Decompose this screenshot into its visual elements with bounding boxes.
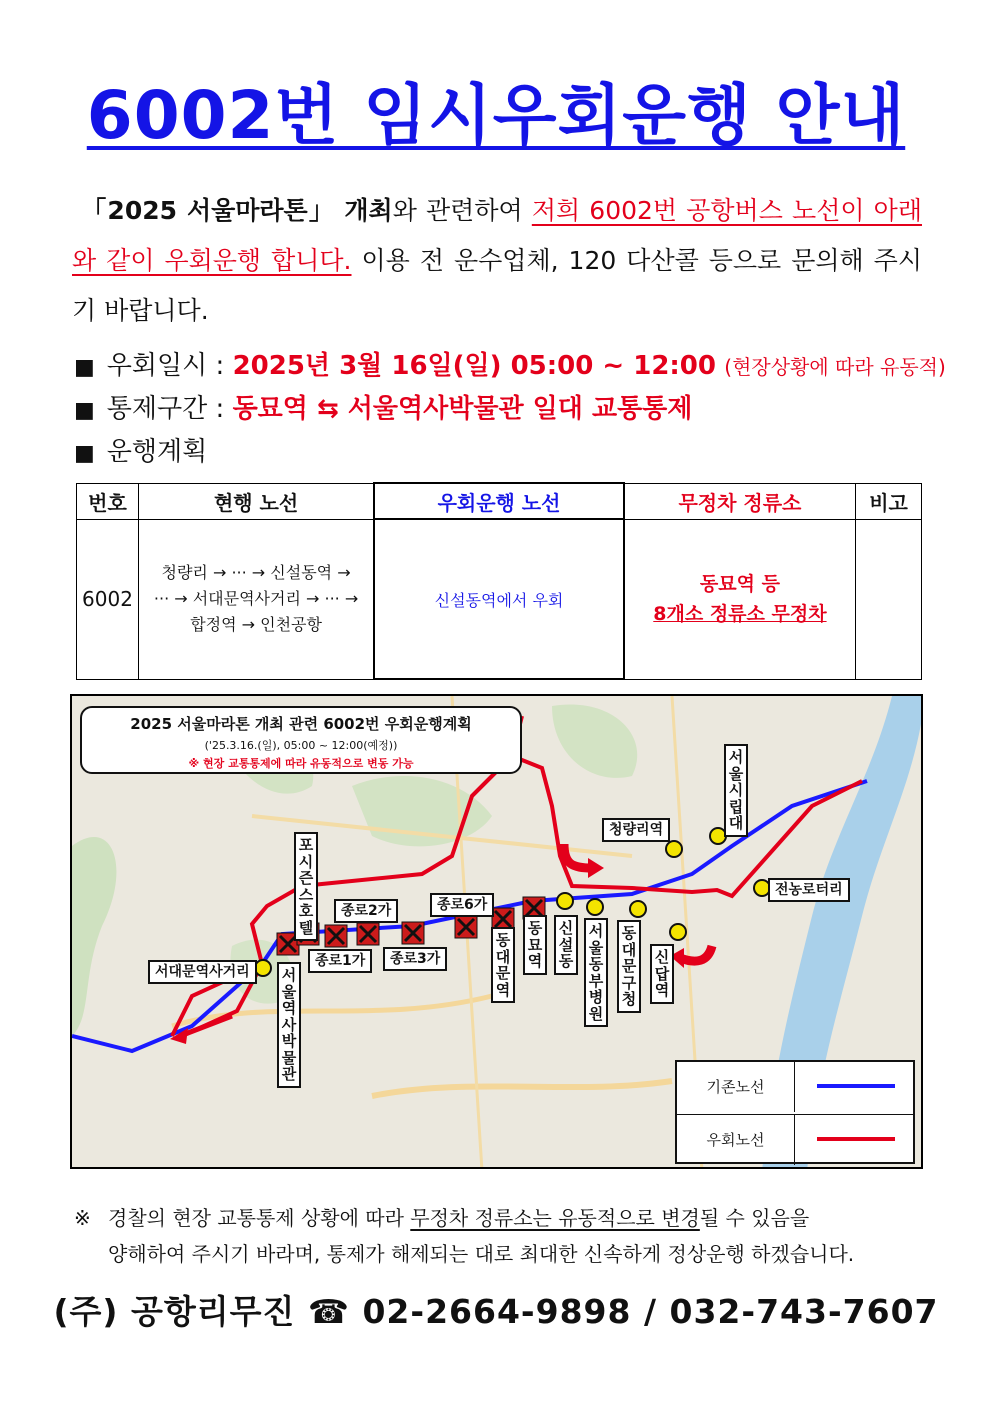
stop-dot-icon [255,960,271,976]
cell-nostop [624,519,856,679]
label-seoul-dongbu-hospital: 서울동부병원 [584,918,608,1027]
control-value: 동묘역 ⇆ 서울역사박물관 일대 교통통제 [232,394,693,424]
label-dongdaemun: 동대문역 [491,927,515,1003]
map-box-date: ('25.3.16.(일), 05:00 ~ 12:00(예정)) [204,739,398,752]
label-sindap: 신답역 [650,944,674,1004]
footnote-line1 [74,1200,920,1236]
detour-map [70,694,923,1169]
map-legend [675,1060,915,1164]
stop-dot-icon [630,901,646,917]
bullet-schedule [74,345,946,388]
label-museum: 서울역사박물관 [277,962,301,1088]
bullet-plan [74,431,934,474]
label-jongno6: 종로6가 [430,893,494,917]
label-sinseoldong: 신설동 [554,915,578,975]
label-cheongnyangni: 청량리역 [602,818,670,842]
label-jeonnong: 전농로터리 [768,878,850,902]
header-current-route: 현행 노선 [138,483,374,519]
footnote-line2: 양해하여 주시기 바라며, 통제가 해제되는 대로 최대한 신속하게 정상운행 하겠습니다. [108,1242,855,1266]
control-label: 통제구간 : [106,394,233,424]
legend-detour-label: 우회노선 [677,1115,795,1165]
cell-current-route [138,519,374,679]
intro-paragraph [72,186,922,336]
legend-existing-line [817,1084,895,1088]
table-row [77,519,922,679]
header-remark: 비고 [856,483,922,519]
nostop-line2: 8개소 정류소 무정차 [653,603,827,625]
label-jongno3: 종로3가 [383,947,447,971]
header-detour-route: 우회운행 노선 [374,483,624,519]
legend-detour-line [817,1137,895,1141]
footnote-part1: 경찰의 현장 교통통제 상황에 따라 [108,1206,411,1230]
route-line: 합정역 → 인천공항 [190,615,322,634]
bullet-control [74,388,934,431]
footnote-part2: 될 수 있음을 [699,1206,810,1230]
plan-table [76,482,922,680]
schedule-value: 2025년 3월 16일(일) 05:00 ~ 12:00 [232,351,716,381]
map-box-title: 2025 서울마라톤 개최 관련 6002번 우회운행계획 [130,715,472,733]
x-mark-icon [325,925,347,947]
header-nostop: 무정차 정류소 [624,483,856,519]
route-line: 청량리 → ··· → 신설동역 → [161,563,351,582]
legend-detour [677,1114,913,1164]
route-line: ··· → 서대문역사거리 → ··· → [153,589,359,608]
cell-detour-route: 신설동역에서 우회 [374,519,624,679]
x-mark-icon [402,922,424,944]
label-seodaemun: 서대문역사거리 [148,960,257,984]
plan-label: 운행계획 [106,437,208,467]
schedule-label: 우회일시 : [106,351,233,381]
footnote [74,1200,920,1272]
stop-dot-icon [587,899,603,915]
event-suffix: 개최 [344,196,393,225]
label-four-seasons: 포시즌스호텔 [294,832,318,941]
stop-dot-icon [557,893,573,909]
header-number: 번호 [77,483,139,519]
label-uos: 서울시립대 [724,744,748,837]
x-mark-icon [455,916,477,938]
table-header-row [77,483,922,519]
label-jongno2: 종로2가 [334,899,398,923]
footnote-underlined: 무정차 정류소는 유동적으로 변경 [410,1206,700,1230]
event-name: 「2025 서울마라톤」 [81,196,336,225]
cell-remark [856,519,922,679]
page-title: 6002번 임시우회운행 안내 [86,77,906,154]
label-dongmyo: 동묘역 [523,915,547,975]
label-jongno1: 종로1가 [308,949,372,973]
map-box-note: ※ 현장 교통통제에 따라 유동적으로 변동 가능 [188,757,414,770]
legend-existing [677,1062,913,1112]
square-bullet-icon: ■ [74,398,95,423]
stop-dot-icon [666,841,682,857]
reference-mark-icon: ※ [74,1206,91,1230]
nostop-line1: 동묘역 등 [699,573,780,595]
label-dongdaemun-gu-office: 동대문구청 [617,920,641,1013]
square-bullet-icon: ■ [74,355,95,380]
info-bullets [74,345,946,474]
cell-number: 6002 [77,519,139,679]
stop-dot-icon [670,924,686,940]
schedule-note: (현장상황에 따라 유동적) [724,355,946,379]
intro-mid: 와 관련하여 [392,196,532,225]
intro-highlight: 저희 6002번 공항버스 노선이 아래와 같이 우회운행 합니다. [72,196,922,275]
square-bullet-icon: ■ [74,441,95,466]
company-contact: (주) 공항리무진 ☎ 02-2664-9898 / 032-743-7607 [53,1292,939,1331]
x-mark-icon [357,923,379,945]
intro-rest: 이용 전 운수업체, 120 다산콜 등으로 문의해 주시기 바랍니다. [72,246,922,325]
footnote-text1 [108,1200,809,1236]
legend-existing-label: 기존노선 [677,1062,795,1112]
